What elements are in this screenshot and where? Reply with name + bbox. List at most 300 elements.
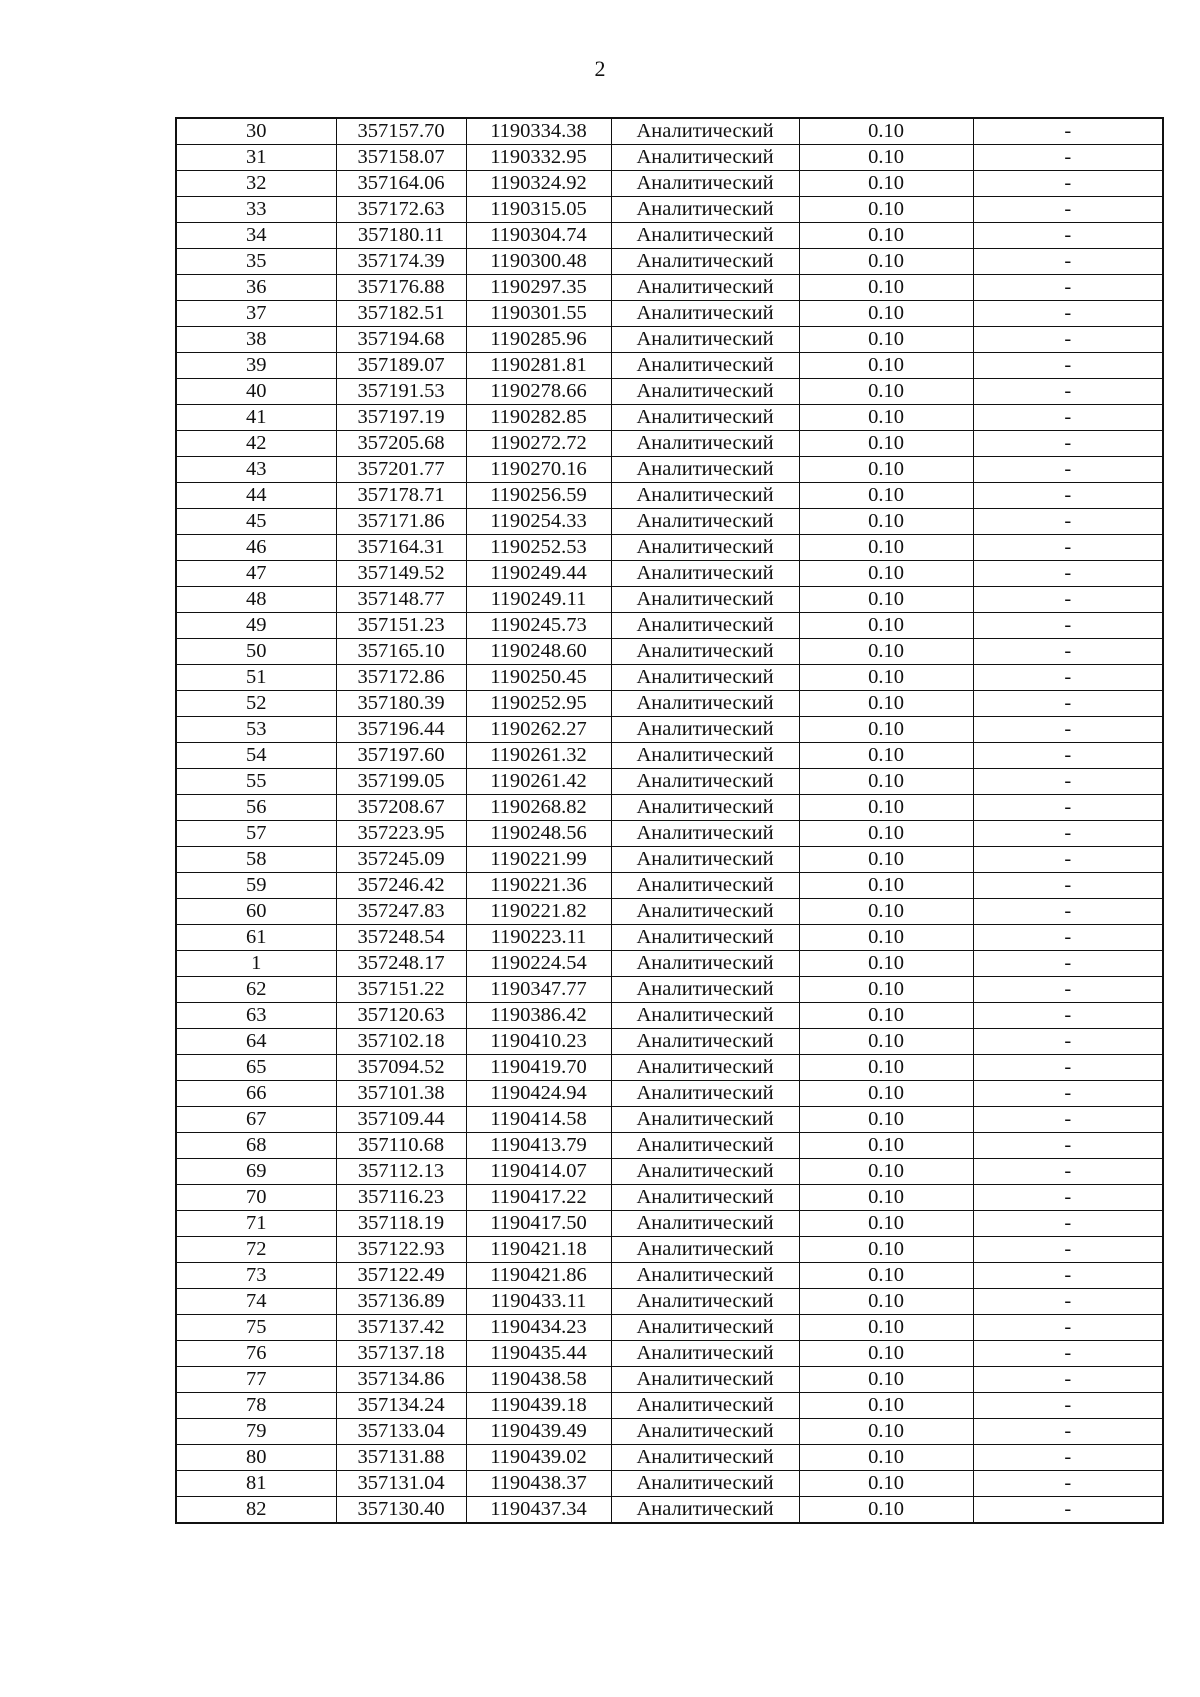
x-coordinate-cell: 357208.67 xyxy=(336,795,466,821)
description-cell: - xyxy=(973,1445,1163,1471)
description-cell: - xyxy=(973,118,1163,145)
point-number-cell: 63 xyxy=(176,1003,336,1029)
accuracy-cell: 0.10 xyxy=(799,535,973,561)
y-coordinate-cell: 1190419.70 xyxy=(466,1055,611,1081)
y-coordinate-cell: 1190413.79 xyxy=(466,1133,611,1159)
accuracy-cell: 0.10 xyxy=(799,821,973,847)
accuracy-cell: 0.10 xyxy=(799,1263,973,1289)
accuracy-cell: 0.10 xyxy=(799,561,973,587)
table-row xyxy=(176,1159,1163,1185)
method-cell: Аналитический xyxy=(611,691,799,717)
table-row xyxy=(176,873,1163,899)
x-coordinate-cell: 357134.24 xyxy=(336,1393,466,1419)
point-number-cell: 74 xyxy=(176,1289,336,1315)
y-coordinate-cell: 1190315.05 xyxy=(466,197,611,223)
point-number-cell: 62 xyxy=(176,977,336,1003)
method-cell: Аналитический xyxy=(611,301,799,327)
x-coordinate-cell: 357165.10 xyxy=(336,639,466,665)
x-coordinate-cell: 357189.07 xyxy=(336,353,466,379)
y-coordinate-cell: 1190421.86 xyxy=(466,1263,611,1289)
method-cell: Аналитический xyxy=(611,1159,799,1185)
x-coordinate-cell: 357164.06 xyxy=(336,171,466,197)
x-coordinate-cell: 357176.88 xyxy=(336,275,466,301)
description-cell: - xyxy=(973,483,1163,509)
y-coordinate-cell: 1190278.66 xyxy=(466,379,611,405)
y-coordinate-cell: 1190221.82 xyxy=(466,899,611,925)
table-row xyxy=(176,301,1163,327)
description-cell: - xyxy=(973,379,1163,405)
method-cell: Аналитический xyxy=(611,1289,799,1315)
point-number-cell: 52 xyxy=(176,691,336,717)
method-cell: Аналитический xyxy=(611,1185,799,1211)
y-coordinate-cell: 1190437.34 xyxy=(466,1497,611,1524)
point-number-cell: 44 xyxy=(176,483,336,509)
accuracy-cell: 0.10 xyxy=(799,847,973,873)
point-number-cell: 32 xyxy=(176,171,336,197)
table-row xyxy=(176,743,1163,769)
y-coordinate-cell: 1190439.02 xyxy=(466,1445,611,1471)
method-cell: Аналитический xyxy=(611,275,799,301)
y-coordinate-cell: 1190221.36 xyxy=(466,873,611,899)
x-coordinate-cell: 357137.18 xyxy=(336,1341,466,1367)
y-coordinate-cell: 1190386.42 xyxy=(466,1003,611,1029)
x-coordinate-cell: 357101.38 xyxy=(336,1081,466,1107)
description-cell: - xyxy=(973,899,1163,925)
y-coordinate-cell: 1190221.99 xyxy=(466,847,611,873)
table-row xyxy=(176,1185,1163,1211)
description-cell: - xyxy=(973,1497,1163,1524)
y-coordinate-cell: 1190272.72 xyxy=(466,431,611,457)
y-coordinate-cell: 1190300.48 xyxy=(466,249,611,275)
point-number-cell: 61 xyxy=(176,925,336,951)
description-cell: - xyxy=(973,1419,1163,1445)
table-row xyxy=(176,561,1163,587)
method-cell: Аналитический xyxy=(611,1315,799,1341)
description-cell: - xyxy=(973,353,1163,379)
x-coordinate-cell: 357149.52 xyxy=(336,561,466,587)
table-row xyxy=(176,977,1163,1003)
y-coordinate-cell: 1190224.54 xyxy=(466,951,611,977)
method-cell: Аналитический xyxy=(611,1029,799,1055)
method-cell: Аналитический xyxy=(611,1341,799,1367)
x-coordinate-cell: 357248.54 xyxy=(336,925,466,951)
x-coordinate-cell: 357130.40 xyxy=(336,1497,466,1524)
x-coordinate-cell: 357134.86 xyxy=(336,1367,466,1393)
x-coordinate-cell: 357133.04 xyxy=(336,1419,466,1445)
method-cell: Аналитический xyxy=(611,977,799,1003)
table-row xyxy=(176,118,1163,145)
description-cell: - xyxy=(973,1133,1163,1159)
y-coordinate-cell: 1190252.53 xyxy=(466,535,611,561)
description-cell: - xyxy=(973,1263,1163,1289)
description-cell: - xyxy=(973,1471,1163,1497)
method-cell: Аналитический xyxy=(611,1107,799,1133)
accuracy-cell: 0.10 xyxy=(799,743,973,769)
point-number-cell: 79 xyxy=(176,1419,336,1445)
point-number-cell: 51 xyxy=(176,665,336,691)
accuracy-cell: 0.10 xyxy=(799,405,973,431)
accuracy-cell: 0.10 xyxy=(799,1159,973,1185)
table-row xyxy=(176,509,1163,535)
description-cell: - xyxy=(973,951,1163,977)
coordinates-table xyxy=(175,117,1164,1524)
method-cell: Аналитический xyxy=(611,587,799,613)
accuracy-cell: 0.10 xyxy=(799,1445,973,1471)
point-number-cell: 70 xyxy=(176,1185,336,1211)
y-coordinate-cell: 1190439.18 xyxy=(466,1393,611,1419)
table-row xyxy=(176,197,1163,223)
method-cell: Аналитический xyxy=(611,535,799,561)
table-row xyxy=(176,587,1163,613)
method-cell: Аналитический xyxy=(611,613,799,639)
accuracy-cell: 0.10 xyxy=(799,717,973,743)
description-cell: - xyxy=(973,1237,1163,1263)
x-coordinate-cell: 357191.53 xyxy=(336,379,466,405)
x-coordinate-cell: 357122.93 xyxy=(336,1237,466,1263)
accuracy-cell: 0.10 xyxy=(799,145,973,171)
method-cell: Аналитический xyxy=(611,1471,799,1497)
x-coordinate-cell: 357094.52 xyxy=(336,1055,466,1081)
point-number-cell: 48 xyxy=(176,587,336,613)
description-cell: - xyxy=(973,1081,1163,1107)
x-coordinate-cell: 357174.39 xyxy=(336,249,466,275)
table-row xyxy=(176,327,1163,353)
description-cell: - xyxy=(973,1055,1163,1081)
x-coordinate-cell: 357246.42 xyxy=(336,873,466,899)
table-row xyxy=(176,1003,1163,1029)
table-row xyxy=(176,925,1163,951)
x-coordinate-cell: 357180.11 xyxy=(336,223,466,249)
accuracy-cell: 0.10 xyxy=(799,795,973,821)
description-cell: - xyxy=(973,457,1163,483)
point-number-cell: 33 xyxy=(176,197,336,223)
method-cell: Аналитический xyxy=(611,899,799,925)
y-coordinate-cell: 1190304.74 xyxy=(466,223,611,249)
accuracy-cell: 0.10 xyxy=(799,691,973,717)
method-cell: Аналитический xyxy=(611,769,799,795)
x-coordinate-cell: 357131.88 xyxy=(336,1445,466,1471)
y-coordinate-cell: 1190250.45 xyxy=(466,665,611,691)
description-cell: - xyxy=(973,223,1163,249)
method-cell: Аналитический xyxy=(611,665,799,691)
description-cell: - xyxy=(973,405,1163,431)
accuracy-cell: 0.10 xyxy=(799,1003,973,1029)
table-row xyxy=(176,847,1163,873)
x-coordinate-cell: 357116.23 xyxy=(336,1185,466,1211)
x-coordinate-cell: 357197.19 xyxy=(336,405,466,431)
y-coordinate-cell: 1190414.07 xyxy=(466,1159,611,1185)
y-coordinate-cell: 1190347.77 xyxy=(466,977,611,1003)
x-coordinate-cell: 357137.42 xyxy=(336,1315,466,1341)
y-coordinate-cell: 1190261.32 xyxy=(466,743,611,769)
y-coordinate-cell: 1190434.23 xyxy=(466,1315,611,1341)
x-coordinate-cell: 357180.39 xyxy=(336,691,466,717)
x-coordinate-cell: 357199.05 xyxy=(336,769,466,795)
point-number-cell: 66 xyxy=(176,1081,336,1107)
table-row xyxy=(176,613,1163,639)
point-number-cell: 57 xyxy=(176,821,336,847)
table-row xyxy=(176,1419,1163,1445)
accuracy-cell: 0.10 xyxy=(799,613,973,639)
point-number-cell: 46 xyxy=(176,535,336,561)
point-number-cell: 47 xyxy=(176,561,336,587)
point-number-cell: 43 xyxy=(176,457,336,483)
point-number-cell: 45 xyxy=(176,509,336,535)
y-coordinate-cell: 1190261.42 xyxy=(466,769,611,795)
x-coordinate-cell: 357118.19 xyxy=(336,1211,466,1237)
method-cell: Аналитический xyxy=(611,1263,799,1289)
method-cell: Аналитический xyxy=(611,951,799,977)
accuracy-cell: 0.10 xyxy=(799,1315,973,1341)
method-cell: Аналитический xyxy=(611,223,799,249)
accuracy-cell: 0.10 xyxy=(799,379,973,405)
point-number-cell: 81 xyxy=(176,1471,336,1497)
point-number-cell: 34 xyxy=(176,223,336,249)
x-coordinate-cell: 357223.95 xyxy=(336,821,466,847)
table-row xyxy=(176,691,1163,717)
accuracy-cell: 0.10 xyxy=(799,1133,973,1159)
accuracy-cell: 0.10 xyxy=(799,769,973,795)
y-coordinate-cell: 1190435.44 xyxy=(466,1341,611,1367)
accuracy-cell: 0.10 xyxy=(799,1497,973,1524)
y-coordinate-cell: 1190438.58 xyxy=(466,1367,611,1393)
table-row xyxy=(176,1055,1163,1081)
point-number-cell: 36 xyxy=(176,275,336,301)
accuracy-cell: 0.10 xyxy=(799,483,973,509)
table-row xyxy=(176,639,1163,665)
accuracy-cell: 0.10 xyxy=(799,1419,973,1445)
x-coordinate-cell: 357172.63 xyxy=(336,197,466,223)
accuracy-cell: 0.10 xyxy=(799,171,973,197)
table-row xyxy=(176,353,1163,379)
x-coordinate-cell: 357120.63 xyxy=(336,1003,466,1029)
description-cell: - xyxy=(973,1289,1163,1315)
accuracy-cell: 0.10 xyxy=(799,1029,973,1055)
accuracy-cell: 0.10 xyxy=(799,639,973,665)
method-cell: Аналитический xyxy=(611,925,799,951)
y-coordinate-cell: 1190248.60 xyxy=(466,639,611,665)
accuracy-cell: 0.10 xyxy=(799,301,973,327)
table-row xyxy=(176,1029,1163,1055)
table-row xyxy=(176,535,1163,561)
method-cell: Аналитический xyxy=(611,405,799,431)
coordinates-table-body xyxy=(176,118,1163,1523)
point-number-cell: 49 xyxy=(176,613,336,639)
y-coordinate-cell: 1190417.22 xyxy=(466,1185,611,1211)
point-number-cell: 50 xyxy=(176,639,336,665)
accuracy-cell: 0.10 xyxy=(799,1367,973,1393)
accuracy-cell: 0.10 xyxy=(799,899,973,925)
point-number-cell: 59 xyxy=(176,873,336,899)
accuracy-cell: 0.10 xyxy=(799,1185,973,1211)
x-coordinate-cell: 357197.60 xyxy=(336,743,466,769)
x-coordinate-cell: 357164.31 xyxy=(336,535,466,561)
accuracy-cell: 0.10 xyxy=(799,197,973,223)
description-cell: - xyxy=(973,821,1163,847)
y-coordinate-cell: 1190270.16 xyxy=(466,457,611,483)
method-cell: Аналитический xyxy=(611,1003,799,1029)
method-cell: Аналитический xyxy=(611,118,799,145)
table-row xyxy=(176,1393,1163,1419)
description-cell: - xyxy=(973,873,1163,899)
point-number-cell: 37 xyxy=(176,301,336,327)
accuracy-cell: 0.10 xyxy=(799,951,973,977)
point-number-cell: 35 xyxy=(176,249,336,275)
accuracy-cell: 0.10 xyxy=(799,1237,973,1263)
method-cell: Аналитический xyxy=(611,197,799,223)
table-row xyxy=(176,483,1163,509)
table-row xyxy=(176,1471,1163,1497)
accuracy-cell: 0.10 xyxy=(799,118,973,145)
point-number-cell: 1 xyxy=(176,951,336,977)
accuracy-cell: 0.10 xyxy=(799,925,973,951)
method-cell: Аналитический xyxy=(611,1419,799,1445)
y-coordinate-cell: 1190256.59 xyxy=(466,483,611,509)
point-number-cell: 39 xyxy=(176,353,336,379)
y-coordinate-cell: 1190281.81 xyxy=(466,353,611,379)
table-row xyxy=(176,769,1163,795)
point-number-cell: 58 xyxy=(176,847,336,873)
y-coordinate-cell: 1190301.55 xyxy=(466,301,611,327)
y-coordinate-cell: 1190223.11 xyxy=(466,925,611,951)
table-row xyxy=(176,1289,1163,1315)
table-row xyxy=(176,431,1163,457)
accuracy-cell: 0.10 xyxy=(799,1289,973,1315)
method-cell: Аналитический xyxy=(611,1081,799,1107)
table-row xyxy=(176,275,1163,301)
x-coordinate-cell: 357131.04 xyxy=(336,1471,466,1497)
table-row xyxy=(176,1237,1163,1263)
page-number: 2 xyxy=(594,56,606,81)
y-coordinate-cell: 1190245.73 xyxy=(466,613,611,639)
x-coordinate-cell: 357122.49 xyxy=(336,1263,466,1289)
description-cell: - xyxy=(973,249,1163,275)
point-number-cell: 73 xyxy=(176,1263,336,1289)
table-row xyxy=(176,1341,1163,1367)
description-cell: - xyxy=(973,431,1163,457)
accuracy-cell: 0.10 xyxy=(799,353,973,379)
table-row xyxy=(176,249,1163,275)
point-number-cell: 65 xyxy=(176,1055,336,1081)
table-row xyxy=(176,1497,1163,1524)
accuracy-cell: 0.10 xyxy=(799,275,973,301)
y-coordinate-cell: 1190297.35 xyxy=(466,275,611,301)
accuracy-cell: 0.10 xyxy=(799,431,973,457)
point-number-cell: 42 xyxy=(176,431,336,457)
x-coordinate-cell: 357182.51 xyxy=(336,301,466,327)
description-cell: - xyxy=(973,717,1163,743)
x-coordinate-cell: 357158.07 xyxy=(336,145,466,171)
x-coordinate-cell: 357171.86 xyxy=(336,509,466,535)
point-number-cell: 53 xyxy=(176,717,336,743)
method-cell: Аналитический xyxy=(611,847,799,873)
y-coordinate-cell: 1190439.49 xyxy=(466,1419,611,1445)
x-coordinate-cell: 357109.44 xyxy=(336,1107,466,1133)
table-row xyxy=(176,899,1163,925)
point-number-cell: 31 xyxy=(176,145,336,171)
description-cell: - xyxy=(973,769,1163,795)
x-coordinate-cell: 357248.17 xyxy=(336,951,466,977)
y-coordinate-cell: 1190252.95 xyxy=(466,691,611,717)
description-cell: - xyxy=(973,977,1163,1003)
description-cell: - xyxy=(973,795,1163,821)
method-cell: Аналитический xyxy=(611,717,799,743)
point-number-cell: 30 xyxy=(176,118,336,145)
description-cell: - xyxy=(973,587,1163,613)
y-coordinate-cell: 1190249.44 xyxy=(466,561,611,587)
method-cell: Аналитический xyxy=(611,1445,799,1471)
table-row xyxy=(176,1133,1163,1159)
point-number-cell: 80 xyxy=(176,1445,336,1471)
description-cell: - xyxy=(973,1341,1163,1367)
y-coordinate-cell: 1190424.94 xyxy=(466,1081,611,1107)
point-number-cell: 38 xyxy=(176,327,336,353)
description-cell: - xyxy=(973,561,1163,587)
y-coordinate-cell: 1190268.82 xyxy=(466,795,611,821)
x-coordinate-cell: 357157.70 xyxy=(336,118,466,145)
accuracy-cell: 0.10 xyxy=(799,873,973,899)
method-cell: Аналитический xyxy=(611,743,799,769)
description-cell: - xyxy=(973,535,1163,561)
x-coordinate-cell: 357148.77 xyxy=(336,587,466,613)
x-coordinate-cell: 357112.13 xyxy=(336,1159,466,1185)
description-cell: - xyxy=(973,1159,1163,1185)
y-coordinate-cell: 1190285.96 xyxy=(466,327,611,353)
method-cell: Аналитический xyxy=(611,1367,799,1393)
y-coordinate-cell: 1190248.56 xyxy=(466,821,611,847)
table-row xyxy=(176,145,1163,171)
point-number-cell: 67 xyxy=(176,1107,336,1133)
table-row xyxy=(176,1081,1163,1107)
method-cell: Аналитический xyxy=(611,249,799,275)
table-row xyxy=(176,1211,1163,1237)
table-row xyxy=(176,405,1163,431)
accuracy-cell: 0.10 xyxy=(799,249,973,275)
accuracy-cell: 0.10 xyxy=(799,1107,973,1133)
point-number-cell: 56 xyxy=(176,795,336,821)
table-row xyxy=(176,379,1163,405)
description-cell: - xyxy=(973,275,1163,301)
point-number-cell: 55 xyxy=(176,769,336,795)
accuracy-cell: 0.10 xyxy=(799,1393,973,1419)
x-coordinate-cell: 357172.86 xyxy=(336,665,466,691)
accuracy-cell: 0.10 xyxy=(799,587,973,613)
y-coordinate-cell: 1190414.58 xyxy=(466,1107,611,1133)
method-cell: Аналитический xyxy=(611,873,799,899)
method-cell: Аналитический xyxy=(611,639,799,665)
x-coordinate-cell: 357110.68 xyxy=(336,1133,466,1159)
table-row xyxy=(176,951,1163,977)
table-row xyxy=(176,1315,1163,1341)
point-number-cell: 69 xyxy=(176,1159,336,1185)
accuracy-cell: 0.10 xyxy=(799,1055,973,1081)
x-coordinate-cell: 357178.71 xyxy=(336,483,466,509)
table-row xyxy=(176,171,1163,197)
method-cell: Аналитический xyxy=(611,431,799,457)
table-row xyxy=(176,1367,1163,1393)
x-coordinate-cell: 357247.83 xyxy=(336,899,466,925)
point-number-cell: 54 xyxy=(176,743,336,769)
description-cell: - xyxy=(973,665,1163,691)
method-cell: Аналитический xyxy=(611,821,799,847)
accuracy-cell: 0.10 xyxy=(799,1081,973,1107)
description-cell: - xyxy=(973,925,1163,951)
method-cell: Аналитический xyxy=(611,1211,799,1237)
accuracy-cell: 0.10 xyxy=(799,509,973,535)
point-number-cell: 77 xyxy=(176,1367,336,1393)
x-coordinate-cell: 357245.09 xyxy=(336,847,466,873)
description-cell: - xyxy=(973,613,1163,639)
